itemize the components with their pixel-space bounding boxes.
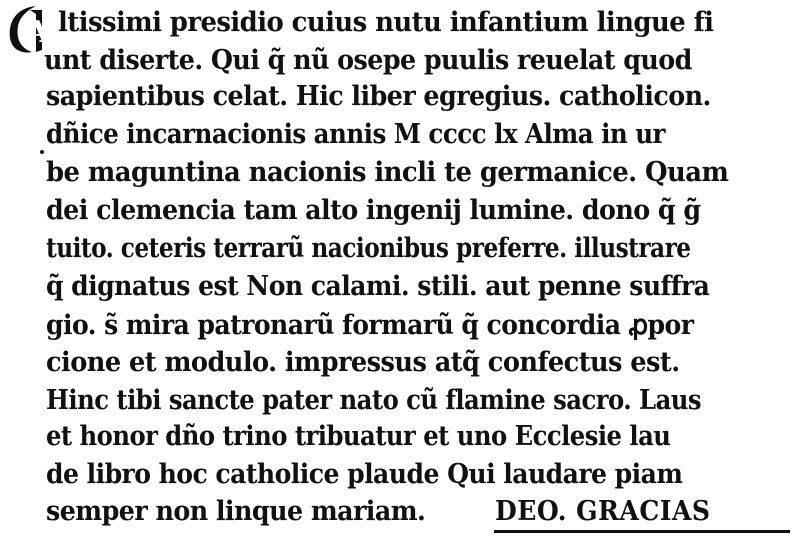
text-line-11: Hinc tibi sancte pater nato cũ flamine sacro. Laus [46, 385, 702, 416]
text-line-6: dei clemencia tam alto ingenij lumine. dono q̃ g̃ [46, 195, 701, 226]
text-line-12: et honor dño trino tribuatur et uno Ecclesie lau [46, 421, 671, 452]
decorated-initial-a [6, 4, 50, 56]
text-line-5: be maguntina nacionis incli te germanice. Quam [46, 157, 729, 188]
text-line-10: cione et modulo. impressus atq̃ confectus est. [46, 347, 680, 378]
text-line-2: unt diserte. Qui q̃ nũ osepe puulis reuelat quod [44, 45, 692, 76]
text-line-14: semper non linque mariam. [46, 496, 426, 527]
text-line-7: tuito. ceteris terrarũ nacionibus preferre. illustrare [46, 233, 691, 264]
text-line-3: sapientibus celat. Hic liber egregius. catholicon. [46, 81, 711, 112]
text-line-1: ltissimi presidio cuius nutu infantium lingue fi [58, 7, 714, 38]
text-line-4: dñice incarnacionis annis M cccc lx Alma in ur [46, 119, 665, 150]
text-line-13: de libro hoc catholice plaude Qui laudare piam [46, 459, 683, 490]
signoff-underline [494, 530, 790, 533]
text-line-8: q̃ dignatus est Non calami. stili. aut penne suffra [46, 271, 710, 302]
svg-text:A: A [26, 15, 50, 50]
text-line-9: gio. s̃ mira patronarũ formarũ q̃ concordia ꝓpor [46, 310, 694, 341]
margin-dot [40, 150, 44, 154]
signoff-deo-gracias: DEO. GRACIAS [495, 496, 711, 527]
